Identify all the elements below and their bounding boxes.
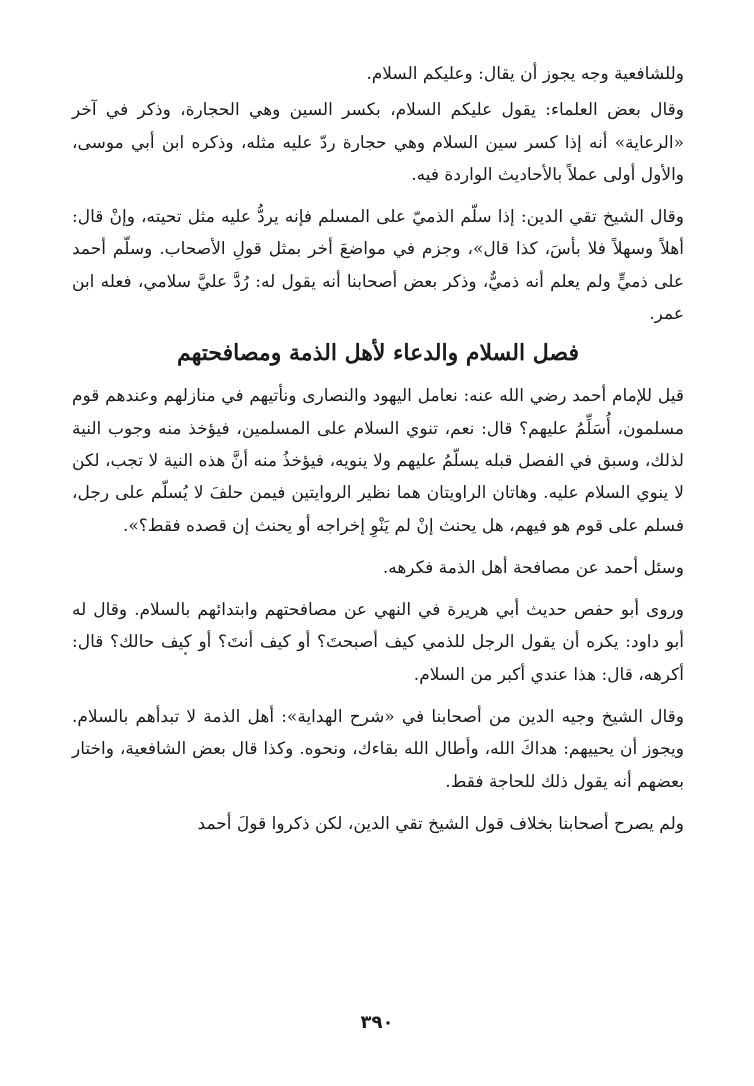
paragraph-1: وللشافعية وجه يجوز أن يقال: وعليكم السلام. bbox=[366, 64, 684, 84]
section-paragraph-1: قيل للإمام أحمد رضي الله عنه: نعامل اليهود والنصارى ونأتيهم في منازلهم وعندهم قوم مسلمون، أُسَلِّمُ عليهم؟ قال: نعم، تنوي السلام على المسلمين، فيؤخذ منه وجوب النية لذلك، وسبق في الفصل قبله يسلّمُ عليهم ولا ينويه، فيؤخذُ منه أنَّ هذه النية لا تجب، لكن لا ينوي السلام عليه. وهاتان الراويتان هما نظير الروايتين فيمن حلفَ لا يُسلّم على رجل، فسلم على قوم هو فيهم، هل يحنث إنْ لم يَنْوِ إخراجه أو يحنث إن قصده فقط؟». bbox=[72, 386, 684, 536]
section-paragraph-3: وروى أبو حفص حديث أبي هريرة في النهي عن مصافحتهم وابتدائهم بالسلام. وقال له أبو داود: يكره أن يقول الرجل للذمي كيف أصبحتَ؟ أو كيف أنتَ؟ أو كيف حالك؟ قال: أكرهه، قال: هذا عندي أكبر من السلام. bbox=[72, 600, 684, 685]
page-number: ٣٩٠ bbox=[360, 1012, 394, 1033]
paragraph-2: وقال بعض العلماء: يقول عليكم السلام، بكسر السين وهي الحجارة، وذكر في آخر «الرعاية» أنه إذا كسر سين السلام وهي حجارة ردّ عليه مثله، وذكره ابن أبي موسى، والأول أولى عملاً بالأحاديث الواردة فيه. bbox=[72, 100, 684, 185]
section-paragraph-5: ولم يصرح أصحابنا بخلاف قول الشيخ تقي الدين، لكن ذكروا قولَ أحمد bbox=[197, 813, 684, 834]
stray-dot-mark bbox=[184, 652, 187, 655]
section-heading: فصل السلام والدعاء لأهل الذمة ومصافحتهم bbox=[177, 340, 579, 367]
paragraph-3: وقال الشيخ تقي الدين: إذا سلّم الذميّ على المسلم فإنه يردُّ عليه مثل تحيته، وإنْ قال: أهلاً وسهلاً فلا بأسَ، كذا قال»، وجزم في مواضعَ أخر بمثل قولِ الأصحاب. وسلّم أحمد على ذميٍّ ولم يعلم أنه ذميٌّ، وذكر بعض أصحابنا أنه يقول له: رُدَّ عليَّ سلامي، فعله ابن عمر. bbox=[72, 207, 684, 325]
page-body bbox=[72, 58, 684, 850]
section-paragraph-2: وسئل أحمد عن مصافحة أهل الذمة فكرهه. bbox=[382, 557, 684, 578]
section-paragraph-4: وقال الشيخ وجيه الدين من أصحابنا في «شرح الهداية»: أهل الذمة لا تبدأهم بالسلام. ويجوز أن يحييهم: هداكَ الله، وأطال الله بقاءك، ونحوه. وكذا قال بعض الشافعية، واختار بعضهم أنه يقول ذلك للحاجة فقط. bbox=[72, 707, 684, 792]
